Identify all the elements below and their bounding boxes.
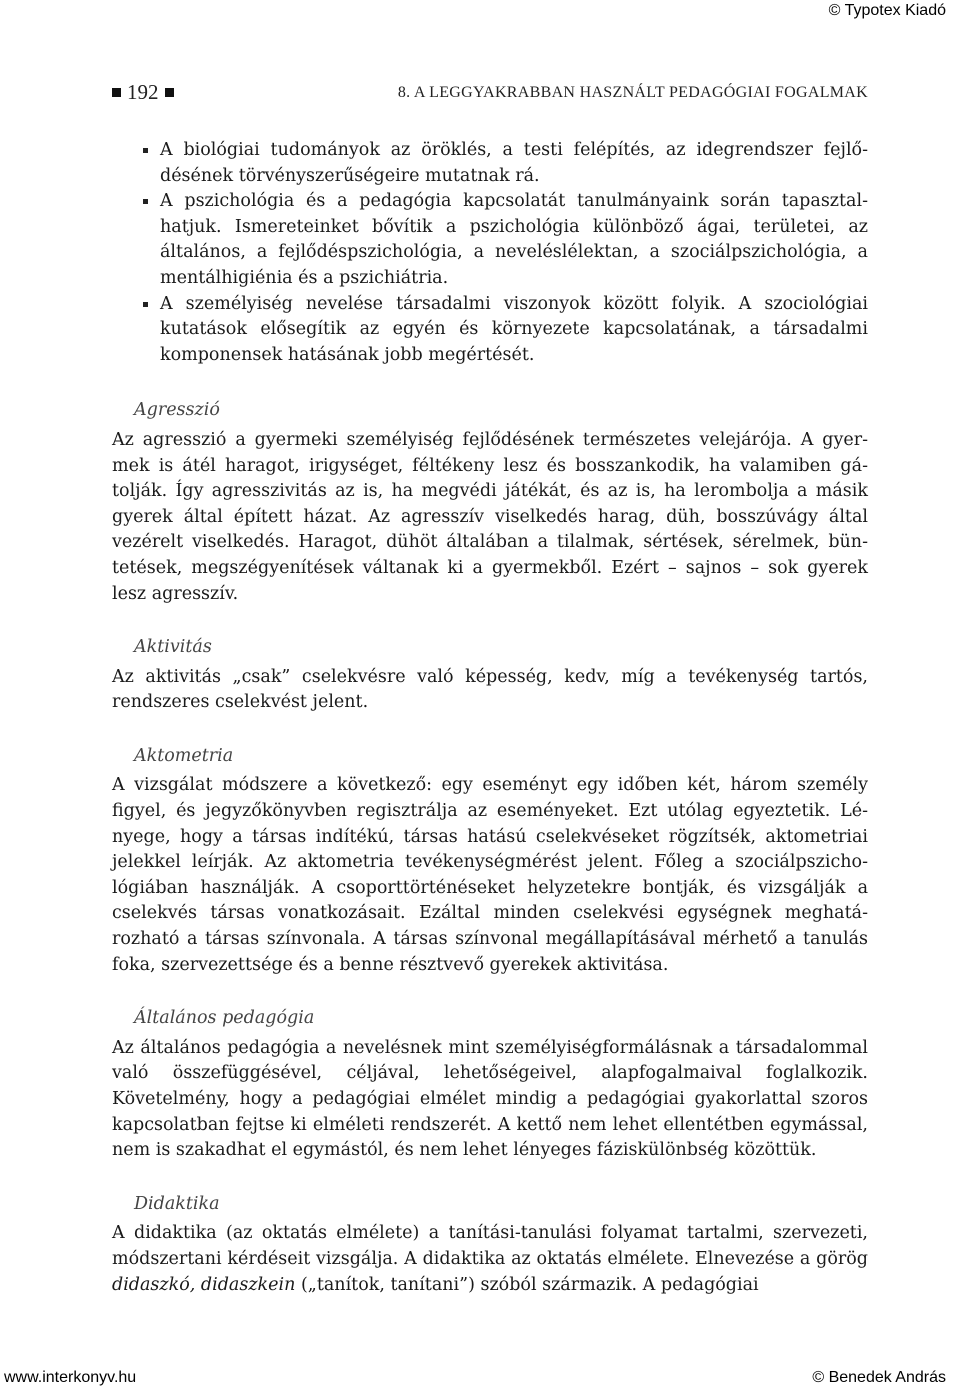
term-heading: Aktivitás (134, 637, 212, 658)
term-heading: Általános pedagógia (134, 1008, 315, 1029)
definition-text: („tanítok, tanítani”) szóból származik. A pedagógiai (295, 1274, 759, 1295)
greek-term: didaszkó, didaszkein (112, 1274, 296, 1295)
copyright-publisher: © Typotex Kiadó (828, 2, 946, 19)
square-bullet-icon (165, 88, 174, 97)
term-definition: Az általános pedagógia a nevelésnek mint személyiségformálásnak a társadalommal való összefüggésével, céljával, lehetőségeivel, alapfogalmaival foglalkozik. Követelmény, hogy a pedagógiai elmélet mindig a pedagógiai gyakorlattal szoros kapcsolatban fejtse ki elméleti rendszerét. A kettő nem lehet ellentétben egymással, nem is szakadhat el egymástól, és nem lehet lényeges fáziskülönbség közöttük. (112, 1037, 868, 1161)
page-number: 192 (127, 80, 159, 104)
page-body (112, 138, 868, 1298)
definition-text: A didaktika (az oktatás elmélete) a tanítási-tanulási folyamat tartalmi, szervezeti, módszertani kérdéseit vizsgálja. A didaktika az oktatás elmélete. Elnevezése a görög (112, 1223, 868, 1269)
bullet-list (112, 138, 868, 368)
term-definition: Az aktivitás „csak” cselekvésre való képesség, kedv, míg a tevékenység tartós, rendszeres cselekvést jelent. (112, 666, 868, 713)
term-definition (112, 1221, 868, 1298)
term-heading: Aktometria (134, 745, 234, 766)
bullet-item: A személyiség nevelése társadalmi viszonyok között folyik. A szociológiai kutatások elősegítik az egyén és környezete kapcsolatának, a társadalmi komponensek hatásának jobb megértését. (160, 292, 868, 369)
term-definition: A vizsgálat módszere a következő: egy eseményt egy időben két, három személy figyel, és jegyzőkönyvben regisztrálja az eseményeket. Ezt utólag egyeztetik. Lényege, hogy a társas indítékú, társas hatású cselekvéseket rögzítsék, aktometriai jelekkel leírják. Az aktometria tevékenységmérést jelent. Főleg a szociálpszichológiában használják. A csoporttörténéseket helyzetekre bontják, és vizsgálják a cselekvés társas vonatkozásait. Ezáltal minden cselekvési egységnek meghatározható a társas színvonala. A társas színvonal megállapításával mérhető a tanulás foka, szervezettsége és a benne résztvevő gyerekek aktivitása. (112, 775, 868, 975)
term-heading: Didaktika (134, 1193, 220, 1214)
bullet-item: A pszichológia és a pedagógia kapcsolatát tanulmányaink során tapasztalhatjuk. Ismereteinket bővítik a pszichológia különböző ágai, területei, az általános, a fejlődéspszichológia, a neveléslélektan, a szociálpszichológia, a mentálhigiénia és a pszichiátria. (160, 189, 868, 291)
term-definition: Az agresszió a gyermeki személyiség fejlődésének természetes velejárója. A gyermek is átél haragot, irigységet, féltékeny lesz és bosszankodik, ha valamiben gátolják. Így agresszivitás az is, ha megvédi játékát, és az is, ha lerombolja a másik gyerek által épített házat. Az agresszív viselkedés harag, düh, bosszúvágy által vezérelt viselkedés. Haragot, dühöt általában a tilalmak, sértések, sérelmek, büntetések, megszégyenítések váltanak ki a gyermekből. Ezért – sajnos – sok gyerek lesz agresszív. (112, 429, 868, 604)
copyright-author: © Benedek András (812, 1369, 946, 1386)
square-bullet-icon (112, 88, 121, 97)
chapter-title: 8. A LEGGYAKRABBAN HASZNÁLT PEDAGÓGIAI FOGALMAK (397, 83, 868, 101)
website-link[interactable]: www.interkonyv.hu (4, 1369, 137, 1386)
page-header (112, 80, 868, 105)
bullet-item: A biológiai tudományok az öröklés, a testi felépítés, az idegrendszer fejlődésének törvényszerűségeire mutatnak rá. (160, 138, 868, 189)
term-heading: Agresszió (134, 400, 220, 421)
page-number-block (112, 80, 174, 105)
